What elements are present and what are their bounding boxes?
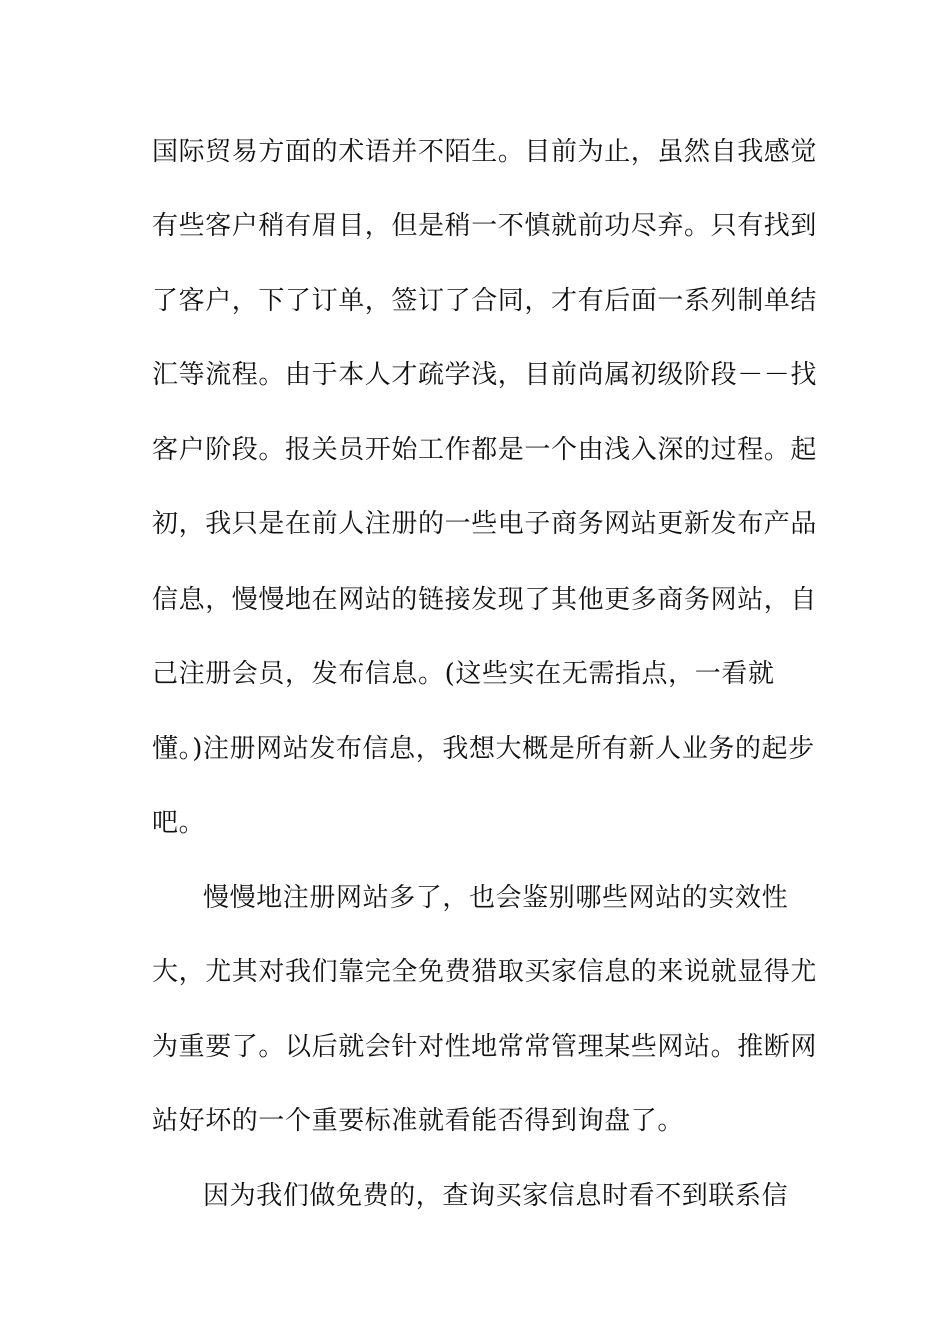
paragraph-line: 站好坏的一个重要标准就看能否得到询盘了。 [152,1106,685,1136]
paragraph-line: 有些客户稍有眉目，但是稍一不慎就前功尽弃。只有找到 [152,211,818,241]
paragraph-line: 国际贸易方面的术语并不陌生。目前为止，虽然自我感觉 [152,137,818,167]
paragraph-line: 懂。)注册网站发布信息，我想大概是所有新人业务的起步 [152,734,815,764]
paragraph-line: 吧。 [152,808,206,838]
paragraph-line: 初，我只是在前人注册的一些电子商务网站更新发布产品 [152,509,818,539]
paragraph-line: 为重要了。以后就会针对性地常常管理某些网站。推断网 [152,1032,818,1062]
paragraph-line: 大，尤其对我们靠完全免费猎取买家信息的来说就显得尤 [152,957,818,987]
paragraph-line: 客户阶段。报关员开始工作都是一个由浅入深的过程。起 [152,435,818,465]
paragraph-line: 了客户，下了订单，签订了合同，才有后面一系列制单结 [152,286,818,316]
paragraph-line: 汇等流程。由于本人才疏学浅，目前尚属初级阶段－－找 [152,360,818,390]
paragraph-first-line: 因为我们做免费的，查询买家信息时看不到联系信 [203,1181,789,1211]
paragraph-line: 信息，慢慢地在网站的链接发现了其他更多商务网站，自 [152,585,818,615]
paragraph-line: 己注册会员，发布信息。(这些实在无需指点，一看就 [152,659,775,689]
paragraph-first-line: 慢慢地注册网站多了，也会鉴别哪些网站的实效性 [203,883,789,913]
